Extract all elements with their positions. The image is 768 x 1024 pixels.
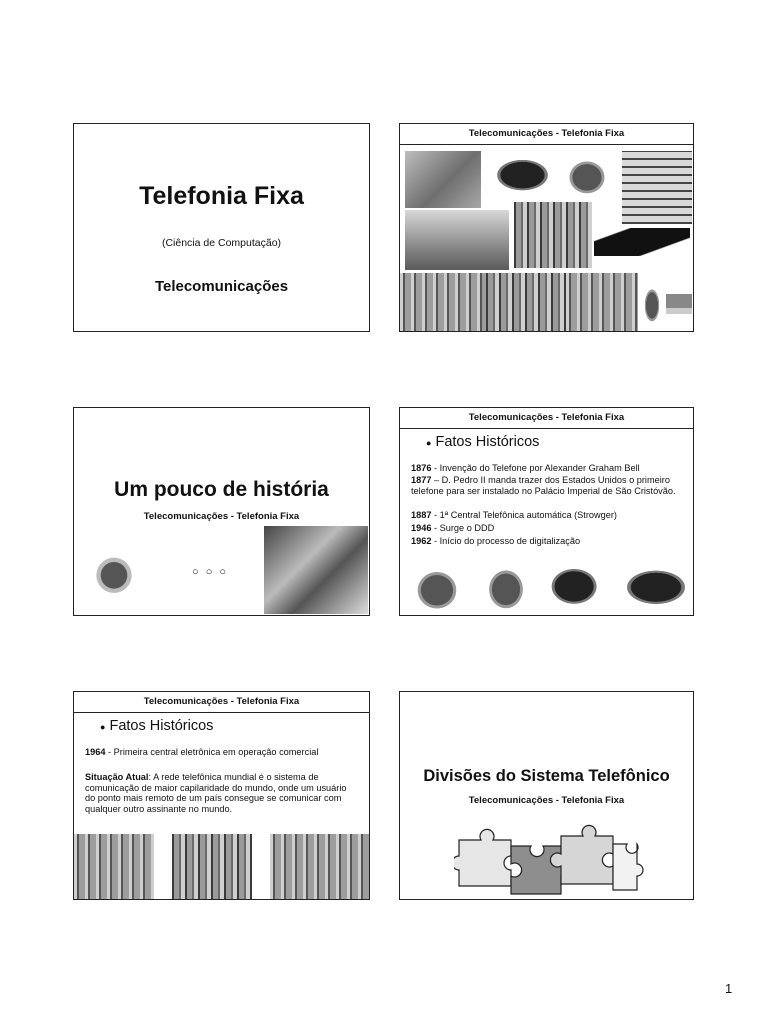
exchange-photo-3 <box>566 273 638 331</box>
bullet-dot: ● <box>100 722 106 732</box>
smoke-signal-illustration <box>78 528 168 614</box>
slide-history-intro <box>73 407 370 616</box>
exchange-photo-2 <box>172 834 252 899</box>
slide-images <box>399 123 694 332</box>
slide-header: Telecomunicações - Telefonia Fixa <box>74 692 369 713</box>
page-number: 1 <box>725 981 733 996</box>
cabinet-photo <box>514 202 592 268</box>
slide-historical-facts-1 <box>399 407 694 616</box>
digital-phone-image <box>612 562 692 608</box>
bullet-heading <box>100 718 213 734</box>
laptop-image <box>666 286 692 326</box>
slide-header: Telecomunicações - Telefonia Fixa <box>400 124 693 145</box>
exchange-photo-2 <box>486 273 566 331</box>
slide-title <box>73 123 370 332</box>
slide-title-subtitle: (Ciência de Computação) <box>161 237 282 249</box>
current-situation-item: Situação Atual: A rede telefônica mundial é o sistema de comunicação de maior capilaridade do mundo, onde um usuário do ponto mais remoto de um país consegue se comunicar com qualquer outro assinante no mundo. <box>85 772 347 814</box>
vintage-phone-image <box>558 151 616 199</box>
puzzle-pieces-image <box>454 818 644 898</box>
computer-collage-image <box>264 526 368 614</box>
wall-phone-image <box>405 560 469 615</box>
fact-item: 1877 – D. Pedro II manda trazer dos Estados Unidos o primeiro telefone para ser instalado no Palácio Imperial de São Cristóvão. <box>411 475 676 496</box>
exchange-photo-1 <box>400 273 486 331</box>
slide-title-section: Telecomunicações <box>154 278 289 295</box>
fact-item: 1946 - Surge o DDD <box>411 523 495 533</box>
fact-item: 1962 - Início do processo de digitalização <box>411 536 581 546</box>
rotary-phone-image <box>540 560 602 608</box>
exchange-photo-1 <box>74 834 154 899</box>
switchboard-photo <box>622 151 692 224</box>
history-title: Um pouco de história <box>114 478 329 501</box>
exchange-photo-3 <box>270 834 369 899</box>
slide-divisions <box>399 691 694 900</box>
fact-item: 1887 - 1ª Central Telefônica automática (Strowger) <box>411 510 617 520</box>
bullet-heading-text: Fatos Históricos <box>109 718 214 734</box>
history-subtitle: Telecomunicações - Telefonia Fixa <box>143 511 300 522</box>
ip-phone-image <box>640 279 664 327</box>
modern-phone-image <box>594 228 690 256</box>
bullet-dot: ● <box>426 438 432 448</box>
bullet-heading <box>426 434 539 450</box>
divisions-subtitle: Telecomunicações - Telefonia Fixa <box>468 795 625 806</box>
bullet-heading-text: Fatos Históricos <box>435 434 540 450</box>
slide-header: Telecomunicações - Telefonia Fixa <box>400 408 693 429</box>
divisions-title: Divisões do Sistema Telefônico <box>423 767 670 785</box>
desk-phone-image <box>484 152 554 194</box>
operators-photo <box>405 151 481 208</box>
slide-title-heading: Telefonia Fixa <box>139 182 304 210</box>
ellipsis-dots: ○ ○ ○ <box>192 566 229 578</box>
equipment-room-photo <box>405 210 509 270</box>
slide-historical-facts-2 <box>73 691 370 900</box>
crank-phone-image <box>478 558 534 615</box>
fact-item: 1964 - Primeira central eletrônica em operação comercial <box>85 747 319 757</box>
fact-item: 1876 - Invenção do Telefone por Alexander Graham Bell <box>411 463 640 473</box>
